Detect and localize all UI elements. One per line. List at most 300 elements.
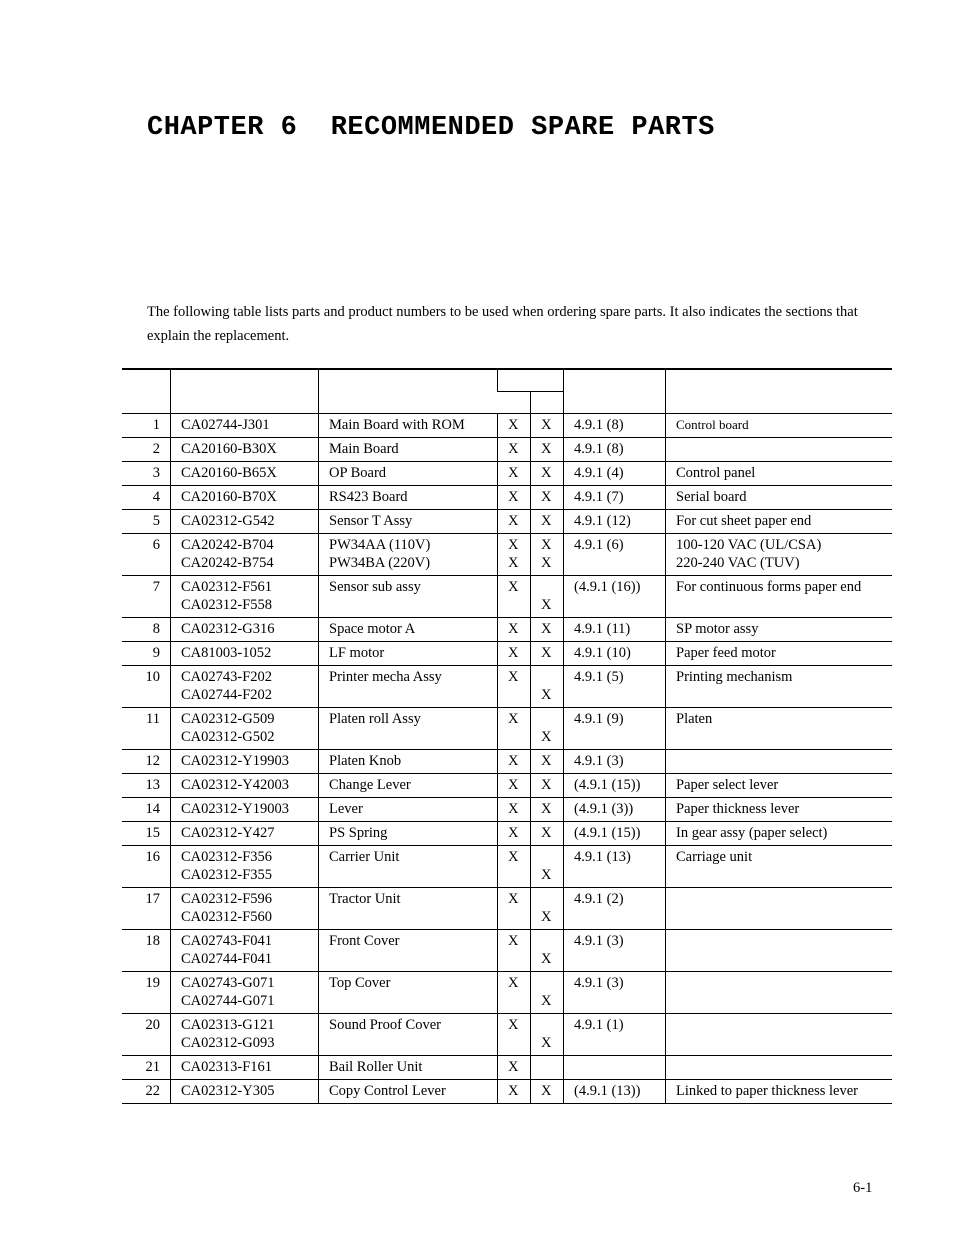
cell-model-a-line: X: [508, 441, 519, 457]
cell-item-no-line: 9: [152, 645, 160, 661]
cell-model-a: [498, 642, 531, 666]
cell-part-name: [319, 930, 498, 972]
cell-model-b-line: [541, 668, 563, 686]
cell-part-name: [319, 798, 498, 822]
cell-section-line: 4.9.1 (6): [574, 537, 624, 553]
cell-part-number: [171, 930, 319, 972]
cell-part-name-line: LF motor: [329, 645, 385, 661]
cell-section-line: 4.9.1 (5): [574, 669, 624, 685]
cell-remarks: [666, 888, 893, 930]
cell-model-b: [531, 822, 564, 846]
table-row: [122, 576, 892, 618]
table-row: [122, 438, 892, 462]
cell-part-name: [319, 414, 498, 438]
cell-remarks-line: [676, 728, 892, 746]
cell-remarks-line: [676, 1016, 892, 1034]
cell-item-no-line: 11: [146, 711, 160, 727]
cell-section-line: 4.9.1 (1): [574, 1017, 624, 1033]
cell-section-line: 4.9.1 (11): [574, 621, 631, 637]
cell-item-no: [122, 414, 171, 438]
cell-remarks: [666, 486, 893, 510]
cell-model-a: [498, 1014, 531, 1056]
header-cell-no: [122, 369, 171, 414]
cell-part-number-line: CA02312-F596: [181, 891, 273, 907]
cell-section: [564, 414, 666, 438]
table-row: [122, 642, 892, 666]
cell-item-no-line: 5: [152, 513, 160, 529]
cell-model-b-line: X: [541, 687, 552, 703]
cell-part-name: [319, 576, 498, 618]
cell-model-a-line: [508, 908, 530, 926]
cell-model-a-line: X: [508, 849, 519, 865]
cell-part-number-line: CA02743-F041: [181, 933, 273, 949]
cell-remarks-line: [676, 866, 892, 884]
cell-part-name-line: PW34AA (110V): [329, 537, 431, 553]
cell-part-number-line: CA02312-F560: [181, 909, 273, 925]
spare-parts-table: [122, 368, 892, 1104]
cell-part-name-line: Lever: [329, 801, 363, 817]
cell-remarks-line: In gear assy (paper select): [676, 825, 828, 841]
cell-model-b-line: X: [541, 489, 552, 505]
cell-model-a-line: X: [508, 513, 519, 529]
cell-remarks-line: [676, 1058, 892, 1076]
cell-part-name-line: Sensor sub assy: [329, 579, 421, 595]
header-cell-models: [498, 369, 564, 392]
cell-item-no-line: 20: [145, 1017, 160, 1033]
cell-model-b-line: X: [541, 645, 552, 661]
cell-part-number-line: CA20160-B30X: [181, 441, 277, 457]
cell-remarks: [666, 1080, 893, 1104]
cell-model-a-line: X: [508, 753, 519, 769]
cell-model-a-line: X: [508, 669, 519, 685]
cell-model-b-line: X: [541, 597, 552, 613]
cell-model-b-line: X: [541, 909, 552, 925]
cell-part-name-line: RS423 Board: [329, 489, 408, 505]
cell-model-a-line: [508, 950, 530, 968]
cell-part-number: [171, 774, 319, 798]
cell-section-line: (4.9.1 (15)): [574, 777, 641, 793]
cell-part-number-line: CA20242-B754: [181, 555, 274, 571]
cell-model-a-line: X: [508, 1083, 519, 1099]
cell-remarks-line: [676, 440, 892, 458]
cell-remarks: [666, 438, 893, 462]
cell-part-number: [171, 462, 319, 486]
cell-model-a: [498, 618, 531, 642]
cell-section-line: 4.9.1 (3): [574, 975, 624, 991]
cell-part-number: [171, 438, 319, 462]
cell-item-no-line: 15: [145, 825, 160, 841]
cell-item-no-line: 14: [145, 801, 160, 817]
cell-model-b: [531, 462, 564, 486]
cell-model-b-line: X: [541, 867, 552, 883]
cell-remarks: [666, 972, 893, 1014]
cell-model-a: [498, 462, 531, 486]
cell-part-number: [171, 972, 319, 1014]
cell-section-line: 4.9.1 (3): [574, 933, 624, 949]
cell-part-name-line: PS Spring: [329, 825, 388, 841]
cell-item-no: [122, 822, 171, 846]
cell-part-name-line: Front Cover: [329, 933, 400, 949]
cell-remarks-line: [676, 974, 892, 992]
table-row: [122, 1014, 892, 1056]
cell-remarks: [666, 1056, 893, 1080]
cell-part-name-line: Copy Control Lever: [329, 1083, 446, 1099]
cell-part-number-line: CA02312-Y42003: [181, 777, 289, 793]
cell-part-name-line: [329, 728, 497, 746]
cell-model-b: [531, 750, 564, 774]
cell-part-number: [171, 666, 319, 708]
cell-model-a-line: X: [508, 621, 519, 637]
cell-part-number-line: CA02312-F355: [181, 867, 273, 883]
cell-part-name: [319, 618, 498, 642]
cell-model-a: [498, 774, 531, 798]
cell-model-b-line: X: [541, 1083, 552, 1099]
cell-section: [564, 846, 666, 888]
cell-part-number: [171, 798, 319, 822]
cell-item-no-line: 21: [145, 1059, 160, 1075]
cell-model-a: [498, 888, 531, 930]
table-row: [122, 510, 892, 534]
cell-remarks: [666, 750, 893, 774]
cell-item-no-line: 16: [145, 849, 160, 865]
cell-item-no-line: 8: [152, 621, 160, 637]
table-row: [122, 414, 892, 438]
cell-section: [564, 972, 666, 1014]
cell-model-a: [498, 972, 531, 1014]
cell-part-name: [319, 510, 498, 534]
cell-section-line: 4.9.1 (8): [574, 441, 624, 457]
cell-part-number-line: CA02312-F356: [181, 849, 273, 865]
cell-remarks: [666, 510, 893, 534]
cell-item-no-line: 18: [145, 933, 160, 949]
table-row: [122, 888, 892, 930]
cell-part-number-line: CA20160-B70X: [181, 489, 277, 505]
cell-model-b: [531, 888, 564, 930]
cell-part-number-line: CA20160-B65X: [181, 465, 277, 481]
cell-item-no: [122, 438, 171, 462]
cell-part-number-line: CA02744-G071: [181, 993, 275, 1009]
cell-model-b-line: X: [541, 441, 552, 457]
cell-model-b: [531, 666, 564, 708]
cell-model-a: [498, 438, 531, 462]
cell-model-b-line: X: [541, 729, 552, 745]
cell-model-a: [498, 1056, 531, 1080]
cell-part-number: [171, 1014, 319, 1056]
cell-section: [564, 708, 666, 750]
cell-section-line: 4.9.1 (2): [574, 891, 624, 907]
cell-remarks: [666, 1014, 893, 1056]
cell-item-no-line: 22: [145, 1083, 160, 1099]
cell-part-number: [171, 888, 319, 930]
cell-item-no: [122, 798, 171, 822]
cell-part-number: [171, 510, 319, 534]
cell-section-line: (4.9.1 (3)): [574, 801, 634, 817]
cell-part-number-line: CA02312-G542: [181, 513, 275, 529]
cell-model-a-line: [508, 596, 530, 614]
cell-part-name-line: [329, 950, 497, 968]
cell-model-b-line: X: [541, 537, 552, 553]
cell-item-no: [122, 618, 171, 642]
cell-part-number-line: CA02312-Y427: [181, 825, 275, 841]
cell-item-no: [122, 930, 171, 972]
cell-model-a-line: X: [508, 825, 519, 841]
cell-section-line: 4.9.1 (10): [574, 645, 631, 661]
table-row: [122, 1080, 892, 1104]
table-row: [122, 708, 892, 750]
cell-part-name-line: Space motor A: [329, 621, 416, 637]
cell-part-name-line: [329, 908, 497, 926]
cell-model-b: [531, 486, 564, 510]
cell-section: [564, 774, 666, 798]
cell-model-a: [498, 510, 531, 534]
cell-model-a-line: X: [508, 579, 519, 595]
table-row: [122, 1056, 892, 1080]
cell-model-b-line: X: [541, 801, 552, 817]
cell-section: [564, 666, 666, 708]
cell-item-no: [122, 510, 171, 534]
cell-item-no-line: 10: [145, 669, 160, 685]
cell-model-b: [531, 1080, 564, 1104]
cell-part-number: [171, 708, 319, 750]
cell-section: [564, 930, 666, 972]
cell-part-name: [319, 666, 498, 708]
cell-item-no: [122, 1080, 171, 1104]
cell-model-b-line: [541, 1058, 563, 1076]
cell-part-number-line: CA02744-F202: [181, 687, 273, 703]
cell-model-a: [498, 930, 531, 972]
header-cell-model-a: [498, 392, 531, 414]
cell-remarks-line: [676, 1034, 892, 1052]
table-row: [122, 822, 892, 846]
cell-model-b: [531, 642, 564, 666]
cell-model-a-line: [508, 992, 530, 1010]
table-row: [122, 618, 892, 642]
cell-model-b: [531, 774, 564, 798]
cell-part-name: [319, 534, 498, 576]
cell-model-a-line: X: [508, 417, 519, 433]
cell-model-a-line: X: [508, 645, 519, 661]
cell-model-b: [531, 1014, 564, 1056]
cell-remarks-line: [676, 908, 892, 926]
cell-model-a: [498, 798, 531, 822]
cell-part-number-line: CA02743-G071: [181, 975, 275, 991]
table-row: [122, 846, 892, 888]
cell-model-b-line: X: [541, 753, 552, 769]
cell-part-name: [319, 486, 498, 510]
cell-model-b-line: X: [541, 825, 552, 841]
cell-model-b-line: X: [541, 465, 552, 481]
cell-section: [564, 462, 666, 486]
cell-remarks-line: Paper feed motor: [676, 645, 776, 661]
cell-remarks-line: For cut sheet paper end: [676, 513, 812, 529]
cell-model-a: [498, 576, 531, 618]
cell-model-a: [498, 666, 531, 708]
cell-remarks: [666, 534, 893, 576]
cell-part-name-line: Main Board with ROM: [329, 417, 465, 433]
cell-part-name-line: Tractor Unit: [329, 891, 401, 907]
cell-model-a: [498, 708, 531, 750]
cell-part-name-line: [329, 1034, 497, 1052]
cell-remarks: [666, 642, 893, 666]
cell-model-a-line: X: [508, 465, 519, 481]
cell-model-a: [498, 822, 531, 846]
table-header-row: [122, 369, 892, 392]
cell-part-number-line: CA02312-G093: [181, 1035, 275, 1051]
cell-section-line: 4.9.1 (8): [574, 417, 624, 433]
cell-model-b-line: [541, 1016, 563, 1034]
cell-model-a-line: X: [508, 933, 519, 949]
cell-section-line: 4.9.1 (4): [574, 465, 624, 481]
cell-section: [564, 576, 666, 618]
cell-remarks-line: 100-120 VAC (UL/CSA): [676, 537, 822, 553]
header-cell-remarks: [666, 369, 893, 414]
cell-model-b-line: X: [541, 513, 552, 529]
cell-remarks: [666, 822, 893, 846]
cell-remarks-line: Carriage unit: [676, 849, 753, 865]
cell-model-b: [531, 846, 564, 888]
cell-item-no: [122, 708, 171, 750]
cell-model-a-line: [508, 1034, 530, 1052]
cell-remarks-line: [676, 992, 892, 1010]
cell-part-name: [319, 438, 498, 462]
cell-model-a-line: X: [508, 1059, 519, 1075]
cell-item-no: [122, 534, 171, 576]
cell-item-no: [122, 576, 171, 618]
cell-section-line: (4.9.1 (16)): [574, 579, 641, 595]
cell-part-number-line: CA02312-G502: [181, 729, 275, 745]
cell-part-name-line: Platen Knob: [329, 753, 402, 769]
cell-section: [564, 888, 666, 930]
cell-item-no-line: 13: [145, 777, 160, 793]
cell-model-b-line: X: [541, 993, 552, 1009]
cell-remarks: [666, 846, 893, 888]
cell-remarks-line: [676, 596, 892, 614]
cell-item-no: [122, 1014, 171, 1056]
cell-model-a-line: X: [508, 891, 519, 907]
table-row: [122, 534, 892, 576]
cell-model-a-line: X: [508, 711, 519, 727]
cell-model-b: [531, 798, 564, 822]
cell-remarks-line: [676, 686, 892, 704]
cell-remarks-line: [676, 950, 892, 968]
cell-model-a: [498, 846, 531, 888]
cell-remarks: [666, 798, 893, 822]
cell-model-b-line: X: [541, 1035, 552, 1051]
cell-remarks-line: For continuous forms paper end: [676, 579, 862, 595]
header-cell-section: [564, 369, 666, 414]
header-cell-model-b: [531, 392, 564, 414]
cell-item-no: [122, 486, 171, 510]
cell-model-a-line: [508, 686, 530, 704]
cell-part-number-line: CA02312-F561: [181, 579, 273, 595]
cell-model-b: [531, 534, 564, 576]
cell-remarks: [666, 774, 893, 798]
cell-part-name: [319, 774, 498, 798]
cell-remarks: [666, 666, 893, 708]
cell-item-no: [122, 666, 171, 708]
cell-section: [564, 822, 666, 846]
cell-part-name: [319, 462, 498, 486]
table-row: [122, 462, 892, 486]
cell-model-b-line: [541, 890, 563, 908]
cell-section-line: 4.9.1 (7): [574, 489, 624, 505]
cell-section: [564, 1080, 666, 1104]
page-number: 6-1: [853, 1180, 873, 1196]
cell-part-number: [171, 414, 319, 438]
cell-model-a-line: X: [508, 777, 519, 793]
cell-part-number: [171, 618, 319, 642]
cell-remarks: [666, 618, 893, 642]
cell-model-a-line: X: [508, 1017, 519, 1033]
cell-part-name-line: Printer mecha Assy: [329, 669, 442, 685]
cell-model-b-line: [541, 974, 563, 992]
cell-model-b-line: X: [541, 417, 552, 433]
cell-remarks-line: Control panel: [676, 465, 756, 481]
cell-section: [564, 438, 666, 462]
cell-part-name: [319, 1080, 498, 1104]
chapter-title: CHAPTER 6 RECOMMENDED SPARE PARTS: [147, 113, 715, 143]
cell-part-name: [319, 822, 498, 846]
cell-part-number-line: CA02312-F558: [181, 597, 273, 613]
cell-part-number-line: CA02743-F202: [181, 669, 273, 685]
cell-model-a: [498, 534, 531, 576]
cell-model-a-line: X: [508, 537, 519, 553]
cell-item-no-line: 1: [152, 417, 160, 433]
cell-part-number-line: CA02312-Y19903: [181, 753, 289, 769]
cell-part-number: [171, 1080, 319, 1104]
cell-part-number: [171, 822, 319, 846]
cell-remarks-line: [676, 752, 892, 770]
cell-part-number-line: CA02312-Y19003: [181, 801, 289, 817]
cell-item-no-line: 12: [145, 753, 160, 769]
cell-remarks: [666, 462, 893, 486]
cell-item-no-line: 6: [152, 537, 160, 553]
cell-remarks-line: [676, 932, 892, 950]
cell-part-number-line: CA02312-Y305: [181, 1083, 275, 1099]
cell-part-name: [319, 1014, 498, 1056]
cell-model-b-line: X: [541, 777, 552, 793]
cell-remarks-line: [676, 890, 892, 908]
cell-section-line: 4.9.1 (12): [574, 513, 631, 529]
cell-part-name: [319, 708, 498, 750]
cell-part-number: [171, 576, 319, 618]
cell-item-no-line: 4: [152, 489, 160, 505]
cell-model-b: [531, 510, 564, 534]
cell-part-number-line: CA02313-F161: [181, 1059, 273, 1075]
cell-part-number: [171, 1056, 319, 1080]
table-row: [122, 486, 892, 510]
cell-part-name: [319, 846, 498, 888]
cell-section: [564, 750, 666, 774]
cell-section: [564, 486, 666, 510]
cell-item-no: [122, 462, 171, 486]
cell-part-number: [171, 750, 319, 774]
cell-section-line: 4.9.1 (13): [574, 849, 631, 865]
cell-remarks-line: SP motor assy: [676, 621, 759, 637]
cell-section-line: [574, 1058, 665, 1076]
cell-model-a-line: X: [508, 489, 519, 505]
cell-remarks: [666, 708, 893, 750]
cell-remarks: [666, 576, 893, 618]
cell-part-name-line: [329, 686, 497, 704]
table-row: [122, 750, 892, 774]
cell-section: [564, 510, 666, 534]
cell-part-name-line: Main Board: [329, 441, 399, 457]
cell-model-b-line: [541, 578, 563, 596]
cell-part-name-line: OP Board: [329, 465, 387, 481]
cell-model-b: [531, 576, 564, 618]
cell-model-a-line: [508, 866, 530, 884]
